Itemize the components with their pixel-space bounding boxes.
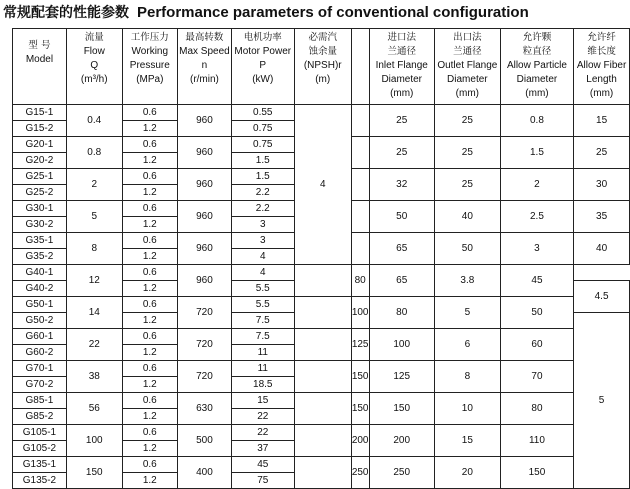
table-row xyxy=(13,297,630,313)
column-gap xyxy=(294,329,351,361)
particle-cell: 8 xyxy=(434,361,500,393)
power-cell: 4 xyxy=(231,249,294,265)
model-cell: G50-2 xyxy=(13,313,67,329)
fiber-cell: 15 xyxy=(574,105,630,137)
power-cell: 7.5 xyxy=(231,329,294,345)
title-cn: 常规配套的性能参数 xyxy=(3,5,129,21)
fiber-cell: 80 xyxy=(500,393,573,425)
model-cell: G85-2 xyxy=(13,409,67,425)
pressure-cell: 1.2 xyxy=(122,345,177,361)
inlet-cell: 150 xyxy=(351,393,369,425)
particle-cell: 5 xyxy=(434,297,500,329)
power-cell: 7.5 xyxy=(231,313,294,329)
column-gap xyxy=(351,233,369,265)
pressure-cell: 1.2 xyxy=(122,377,177,393)
pressure-cell: 1.2 xyxy=(122,249,177,265)
fiber-cell: 40 xyxy=(574,233,630,265)
particle-cell: 20 xyxy=(434,457,500,489)
inlet-cell: 32 xyxy=(369,169,434,201)
flow-cell: 12 xyxy=(66,265,122,297)
power-cell: 4 xyxy=(231,265,294,281)
particle-cell: 3.8 xyxy=(434,265,500,297)
header-motor-power: 电机功率 Motor Power P (kW) xyxy=(231,29,294,105)
flow-cell: 56 xyxy=(66,393,122,425)
speed-cell: 960 xyxy=(177,137,231,169)
outlet-cell: 200 xyxy=(369,425,434,457)
flow-cell: 0.4 xyxy=(66,105,122,137)
title-en: Performance parameters of conventional configuration xyxy=(137,4,529,21)
fiber-cell: 50 xyxy=(500,297,573,329)
model-cell: G60-1 xyxy=(13,329,67,345)
npsh-cell: 4 xyxy=(294,105,351,265)
power-cell: 0.75 xyxy=(231,121,294,137)
particle-cell: 15 xyxy=(434,425,500,457)
pressure-cell: 1.2 xyxy=(122,441,177,457)
column-gap xyxy=(294,457,351,489)
table-row xyxy=(13,361,630,377)
model-cell: G135-1 xyxy=(13,457,67,473)
power-cell: 11 xyxy=(231,345,294,361)
table-row xyxy=(13,393,630,409)
power-cell: 11 xyxy=(231,361,294,377)
header-particle: 允许颗 粒直径 Allow Particle Diameter (mm) xyxy=(500,29,573,105)
flow-cell: 5 xyxy=(66,201,122,233)
outlet-cell: 25 xyxy=(434,137,500,169)
model-cell: G35-1 xyxy=(13,233,67,249)
pressure-cell: 0.6 xyxy=(122,297,177,313)
inlet-cell: 80 xyxy=(351,265,369,297)
speed-cell: 720 xyxy=(177,329,231,361)
power-cell: 1.5 xyxy=(231,153,294,169)
flow-cell: 14 xyxy=(66,297,122,329)
pressure-cell: 1.2 xyxy=(122,153,177,169)
page-title xyxy=(3,2,529,24)
outlet-cell: 150 xyxy=(369,393,434,425)
flow-cell: 38 xyxy=(66,361,122,393)
speed-cell: 960 xyxy=(177,201,231,233)
outlet-cell: 40 xyxy=(434,201,500,233)
speed-cell: 960 xyxy=(177,265,231,297)
pressure-cell: 1.2 xyxy=(122,217,177,233)
header-pressure: 工作压力 Working Pressure (MPa) xyxy=(122,29,177,105)
pressure-cell: 1.2 xyxy=(122,121,177,137)
fiber-cell: 70 xyxy=(500,361,573,393)
model-cell: G15-1 xyxy=(13,105,67,121)
pressure-cell: 1.2 xyxy=(122,409,177,425)
model-cell: G35-2 xyxy=(13,249,67,265)
outlet-cell: 50 xyxy=(434,233,500,265)
model-cell: G15-2 xyxy=(13,121,67,137)
table-row xyxy=(13,105,630,121)
model-cell: G105-2 xyxy=(13,441,67,457)
table-row xyxy=(13,457,630,473)
outlet-cell: 250 xyxy=(369,457,434,489)
outlet-cell: 125 xyxy=(369,361,434,393)
pressure-cell: 1.2 xyxy=(122,313,177,329)
column-gap xyxy=(294,297,351,329)
header-fiber: 允许纤 维长度 Allow Fiber Length (mm) xyxy=(574,29,630,105)
power-cell: 18.5 xyxy=(231,377,294,393)
power-cell: 3 xyxy=(231,233,294,249)
pressure-cell: 1.2 xyxy=(122,281,177,297)
power-cell: 2.2 xyxy=(231,185,294,201)
inlet-cell: 150 xyxy=(351,361,369,393)
speed-cell: 720 xyxy=(177,297,231,329)
power-cell: 3 xyxy=(231,217,294,233)
table-row xyxy=(13,425,630,441)
speed-cell: 500 xyxy=(177,425,231,457)
pressure-cell: 0.6 xyxy=(122,169,177,185)
power-cell: 15 xyxy=(231,393,294,409)
particle-cell: 2 xyxy=(500,169,573,201)
flow-cell: 0.8 xyxy=(66,137,122,169)
model-cell: G30-2 xyxy=(13,217,67,233)
performance-table xyxy=(12,28,630,489)
header-outlet: 出口法 兰通径 Outlet Flange Diameter (mm) xyxy=(434,29,500,105)
table-row xyxy=(13,329,630,345)
column-gap xyxy=(294,425,351,457)
inlet-cell: 250 xyxy=(351,457,369,489)
power-cell: 37 xyxy=(231,441,294,457)
fiber-cell: 60 xyxy=(500,329,573,361)
pressure-cell: 0.6 xyxy=(122,201,177,217)
model-cell: G70-2 xyxy=(13,377,67,393)
table-body xyxy=(13,105,630,489)
header-flow: 流量 Flow Q (m³/h) xyxy=(66,29,122,105)
inlet-cell: 65 xyxy=(369,233,434,265)
speed-cell: 630 xyxy=(177,393,231,425)
inlet-cell: 100 xyxy=(351,297,369,329)
pressure-cell: 0.6 xyxy=(122,105,177,121)
particle-cell: 2.5 xyxy=(500,201,573,233)
inlet-cell: 50 xyxy=(369,201,434,233)
pressure-cell: 0.6 xyxy=(122,457,177,473)
outlet-cell: 25 xyxy=(434,169,500,201)
column-gap xyxy=(351,105,369,137)
pressure-cell: 0.6 xyxy=(122,425,177,441)
model-cell: G70-1 xyxy=(13,361,67,377)
fiber-cell: 35 xyxy=(574,201,630,233)
pressure-cell: 0.6 xyxy=(122,329,177,345)
fiber-cell: 45 xyxy=(500,265,573,297)
column-gap xyxy=(294,361,351,393)
header-inlet: 进口法 兰通径 Inlet Flange Diameter (mm) xyxy=(369,29,434,105)
fiber-cell: 30 xyxy=(574,169,630,201)
pressure-cell: 0.6 xyxy=(122,137,177,153)
power-cell: 0.55 xyxy=(231,105,294,121)
column-gap xyxy=(351,169,369,201)
model-cell: G50-1 xyxy=(13,297,67,313)
particle-cell: 3 xyxy=(500,233,573,265)
model-cell: G20-1 xyxy=(13,137,67,153)
fiber-cell: 150 xyxy=(500,457,573,489)
pressure-cell: 1.2 xyxy=(122,185,177,201)
particle-cell: 0.8 xyxy=(500,105,573,137)
header-speed: 最高转数 Max Speed n (r/min) xyxy=(177,29,231,105)
fiber-cell: 25 xyxy=(574,137,630,169)
npsh-cell: 4.5 xyxy=(574,281,630,313)
speed-cell: 960 xyxy=(177,105,231,137)
npsh-cell: 5 xyxy=(574,313,630,489)
inlet-cell: 25 xyxy=(369,105,434,137)
power-cell: 1.5 xyxy=(231,169,294,185)
particle-cell: 1.5 xyxy=(500,137,573,169)
particle-cell: 6 xyxy=(434,329,500,361)
flow-cell: 150 xyxy=(66,457,122,489)
inlet-cell: 200 xyxy=(351,425,369,457)
inlet-cell: 125 xyxy=(351,329,369,361)
pressure-cell: 0.6 xyxy=(122,393,177,409)
model-cell: G30-1 xyxy=(13,201,67,217)
column-gap xyxy=(351,201,369,233)
power-cell: 45 xyxy=(231,457,294,473)
outlet-cell: 65 xyxy=(369,265,434,297)
flow-cell: 2 xyxy=(66,169,122,201)
power-cell: 75 xyxy=(231,473,294,489)
model-cell: G85-1 xyxy=(13,393,67,409)
flow-cell: 22 xyxy=(66,329,122,361)
pressure-cell: 0.6 xyxy=(122,265,177,281)
speed-cell: 960 xyxy=(177,169,231,201)
model-cell: G25-1 xyxy=(13,169,67,185)
model-cell: G20-2 xyxy=(13,153,67,169)
power-cell: 22 xyxy=(231,409,294,425)
flow-cell: 8 xyxy=(66,233,122,265)
outlet-cell: 80 xyxy=(369,297,434,329)
column-gap xyxy=(294,265,351,297)
power-cell: 2.2 xyxy=(231,201,294,217)
inlet-cell: 25 xyxy=(369,137,434,169)
fiber-cell: 110 xyxy=(500,425,573,457)
header-npsh: 必需汽 蚀余量 (NPSH)r (m) xyxy=(294,29,351,105)
header-model: 型 号 Model xyxy=(13,29,67,105)
model-cell: G40-2 xyxy=(13,281,67,297)
model-cell: G105-1 xyxy=(13,425,67,441)
pressure-cell: 1.2 xyxy=(122,473,177,489)
table-header-row xyxy=(13,29,630,105)
column-gap xyxy=(351,29,369,105)
speed-cell: 960 xyxy=(177,233,231,265)
outlet-cell: 100 xyxy=(369,329,434,361)
pressure-cell: 0.6 xyxy=(122,233,177,249)
speed-cell: 720 xyxy=(177,361,231,393)
power-cell: 5.5 xyxy=(231,297,294,313)
model-cell: G135-2 xyxy=(13,473,67,489)
model-cell: G60-2 xyxy=(13,345,67,361)
power-cell: 22 xyxy=(231,425,294,441)
power-cell: 0.75 xyxy=(231,137,294,153)
speed-cell: 400 xyxy=(177,457,231,489)
power-cell: 5.5 xyxy=(231,281,294,297)
column-gap xyxy=(351,137,369,169)
model-cell: G25-2 xyxy=(13,185,67,201)
table-row xyxy=(13,265,630,281)
outlet-cell: 25 xyxy=(434,105,500,137)
column-gap xyxy=(294,393,351,425)
particle-cell: 10 xyxy=(434,393,500,425)
pressure-cell: 0.6 xyxy=(122,361,177,377)
model-cell: G40-1 xyxy=(13,265,67,281)
flow-cell: 100 xyxy=(66,425,122,457)
